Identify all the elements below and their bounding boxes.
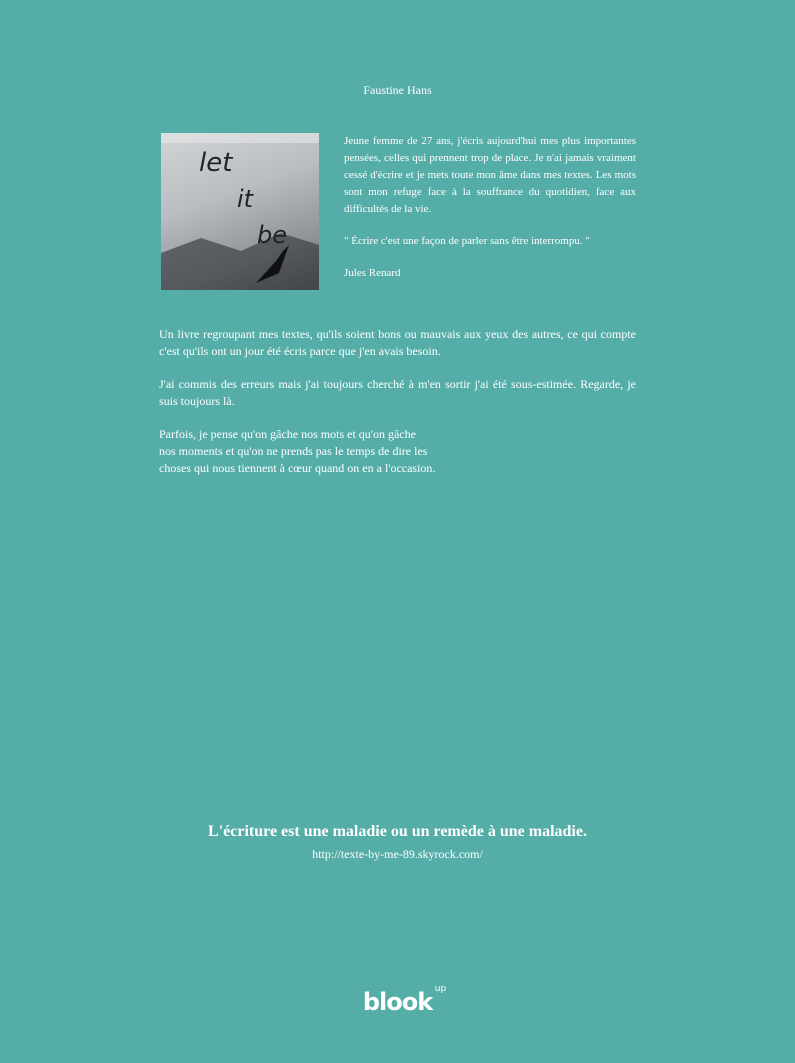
cover-line-2: it <box>237 185 254 213</box>
book-cover-image <box>161 133 319 290</box>
summary-p3-line-3: choses qui nous tiennent à cœur quand on en a l'occasion. <box>159 461 436 475</box>
summary-p3-line-1: Parfois, je pense qu'on gâche nos mots et qu'on gâche <box>159 427 416 441</box>
cover-line-1: let <box>199 148 233 178</box>
cover-line-3: be <box>257 221 287 249</box>
summary-paragraph-1: Un livre regroupant mes textes, qu'ils soient bons ou mauvais aux yeux des autres, ce qui compte c'est qu'ils ont un jour été écris parce que j'en avais besoin. <box>159 327 636 358</box>
blog-url: http://texte-by-me-89.skyrock.com/ <box>312 847 483 861</box>
bio-quote-author: Jules Renard <box>344 267 401 279</box>
book-summary <box>159 326 636 493</box>
cover-top-band <box>161 133 319 143</box>
author-bio <box>344 133 636 282</box>
bio-quote: " Écrire c'est une façon de parler sans être interrompu. " <box>344 235 590 247</box>
cover-bottom-shadow <box>161 233 319 290</box>
logo-text: blook <box>362 988 433 1016</box>
bio-description: Jeune femme de 27 ans, j'écris aujourd'hui mes plus importantes pensées, celles qui prennent trop de place. Je n'ai jamais vraiment cessé d'écrire et je mets toute mon âme dans mes textes. Les mots sont mon refuge face à la souffrance du quotidien, face aux difficultés de la vie. <box>344 135 636 215</box>
author-name: Faustine Hans <box>363 83 432 97</box>
cover-art <box>161 133 319 290</box>
summary-p3-line-2: nos moments et qu'on ne prends pas le temps de dire les <box>159 444 428 458</box>
summary-paragraph-2: J'ai commis des erreurs mais j'ai toujours cherché à m'en sortir j'ai été sous-estimée. Regarde, je suis toujours là. <box>159 377 636 408</box>
summary-paragraph-3 <box>159 426 636 477</box>
logo-wordmark <box>362 984 447 1016</box>
logo-sup: up <box>434 984 447 994</box>
tagline: L'écriture est une maladie ou un remède à une maladie. <box>208 823 587 840</box>
blookup-logo <box>0 984 795 1016</box>
